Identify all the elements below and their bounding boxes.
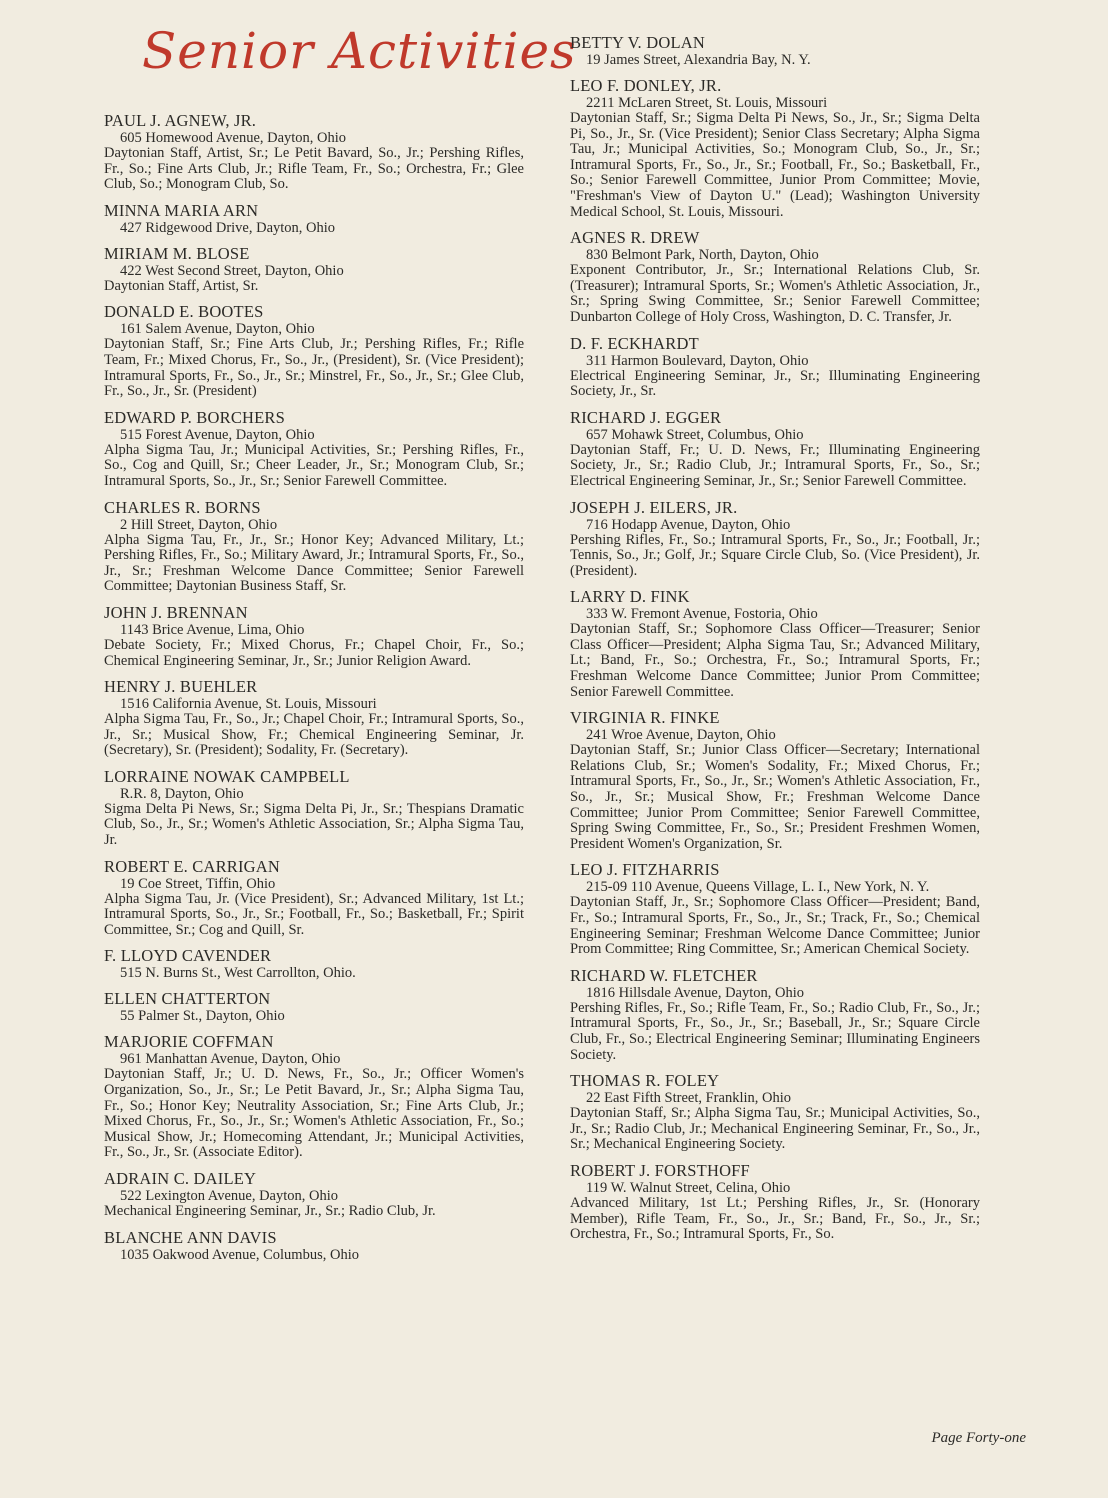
senior-activities: Mechanical Engineering Seminar, Jr., Sr.; Radio Club, Jr.	[104, 1203, 436, 1219]
senior-name: LORRAINE NOWAK CAMPBELL	[104, 766, 350, 786]
senior-entry	[570, 335, 980, 400]
senior-activities: Daytonian Staff, Sr.; Sigma Delta Pi News, So., Jr., Sr.; Sigma Delta Pi, So., Jr., Sr. (Vice President); Senior Class Secretary; Alpha Sigma Tau, Jr.; Municipal Activities, So.; Monogram Club, So., Jr., Sr.; Intramural Sports, Fr., So., Jr., Sr.; Football, Fr., So.; Basketball, Fr., So.; Senior Farewell Committee, Junior Prom Committee; Movie, "Freshman's View of Dayton U." (Lead); Washington University Medical School, St. Louis, Missouri.	[570, 110, 980, 220]
senior-address: R.R. 8, Dayton, Ohio	[120, 785, 244, 802]
senior-entry	[570, 709, 980, 852]
senior-name: RICHARD J. EGGER	[570, 407, 722, 427]
senior-activities: Daytonian Staff, Fr.; U. D. News, Fr.; Illuminating Engineering Society, Jr., Sr.; Radio Club, Jr.; Intramural Sports, Fr., So., Sr.; Electrical Engineering Seminar, Jr., Sr.; Senior Farewell Committee.	[570, 441, 980, 489]
senior-address: 515 N. Burns St., West Carrollton, Ohio.	[120, 965, 356, 982]
senior-activities: Alpha Sigma Tau, Fr., So., Jr.; Chapel Choir, Fr.; Intramural Sports, So., Jr., Sr.; Musical Show, Fr.; Chemical Engineering Seminar, Jr. (Secretary), Sr. (President); Sodality, Fr. (Secretary).	[104, 711, 524, 759]
senior-name: MIRIAM M. BLOSE	[104, 243, 250, 263]
senior-entry	[104, 409, 524, 490]
senior-entry	[570, 409, 980, 490]
senior-activities: Exponent Contributor, Jr., Sr.; International Relations Club, Sr. (Treasurer); Intramural Sports, Sr.; Women's Athletic Association, Jr., Sr.; Spring Swing Committee, Sr.; Senior Farewell Committee; Dunbarton College of Holy Cross, Washington, D. C. Transfer, Jr.	[570, 262, 980, 325]
senior-name: D. F. ECKHARDT	[570, 333, 699, 353]
senior-address: 716 Hodapp Avenue, Dayton, Ohio	[586, 516, 791, 533]
senior-address: 333 W. Fremont Avenue, Fostoria, Ohio	[586, 606, 818, 623]
senior-name: BLANCHE ANN DAVIS	[104, 1227, 277, 1247]
senior-address: 19 James Street, Alexandria Bay, N. Y.	[586, 52, 811, 68]
senior-address: 119 W. Walnut Street, Celina, Ohio	[586, 1179, 791, 1196]
senior-entry	[104, 1033, 524, 1161]
senior-address: 961 Manhattan Avenue, Dayton, Ohio	[120, 1051, 341, 1068]
senior-address: 215-09 110 Avenue, Queens Village, L. I., New York, N. Y.	[586, 879, 930, 896]
senior-entry	[570, 861, 980, 957]
senior-address: 605 Homewood Avenue, Dayton, Ohio	[120, 130, 347, 146]
senior-name: LEO F. DONLEY, JR.	[570, 76, 722, 95]
senior-entry	[104, 768, 524, 849]
senior-address: 311 Harmon Boulevard, Dayton, Ohio	[586, 352, 809, 369]
senior-activities: Daytonian Staff, Artist, Sr.; Le Petit Bavard, So., Jr.; Pershing Rifles, Fr., So.; Fine Arts Club, Jr.; Rifle Team, Fr., So.; Orchestra, Fr.; Glee Club, So.; Monogram Club, So.	[104, 145, 524, 193]
senior-name: JOHN J. BRENNAN	[104, 602, 248, 622]
senior-address: 1035 Oakwood Avenue, Columbus, Ohio	[120, 1246, 359, 1263]
senior-activities: Sigma Delta Pi News, Sr.; Sigma Delta Pi, Jr., Sr.; Thespians Dramatic Club, So., Jr., Sr.; Women's Athletic Association, Sr.; Alpha Sigma Tau, Jr.	[104, 800, 524, 849]
senior-address: 522 Lexington Avenue, Dayton, Ohio	[120, 1188, 339, 1204]
senior-entry	[104, 202, 524, 236]
senior-activities: Alpha Sigma Tau, Fr., Jr., Sr.; Honor Key; Advanced Military, Lt.; Pershing Rifles, Fr., So.; Military Award, Jr.; Intramural Sports, Fr., So., Jr., Sr.; Freshman Welcome Dance Committee; Senior Farewell Committee; Daytonian Business Staff, Sr.	[104, 531, 524, 595]
senior-address: 2211 McLaren Street, St. Louis, Missouri	[586, 95, 828, 111]
senior-entry	[570, 588, 980, 700]
senior-entry	[104, 1170, 524, 1220]
senior-address: 515 Forest Avenue, Dayton, Ohio	[120, 426, 315, 443]
senior-name: ROBERT E. CARRIGAN	[104, 856, 281, 876]
senior-address: 22 East Fifth Street, Franklin, Ohio	[586, 1090, 791, 1107]
senior-address: 55 Palmer St., Dayton, Ohio	[120, 1008, 285, 1025]
senior-name: MARJORIE COFFMAN	[104, 1032, 274, 1052]
senior-name: CHARLES R. BORNS	[104, 497, 261, 517]
right-column	[570, 34, 980, 1252]
senior-entry	[104, 678, 524, 759]
senior-name: MINNA MARIA ARN	[104, 200, 259, 220]
senior-entry	[570, 1162, 980, 1243]
senior-address: 657 Mohawk Street, Columbus, Ohio	[586, 426, 804, 443]
senior-entry	[570, 77, 980, 220]
senior-address: 2 Hill Street, Dayton, Ohio	[120, 516, 278, 533]
senior-entry	[104, 947, 524, 981]
senior-activities: Debate Society, Fr.; Mixed Chorus, Fr.; Chapel Choir, Fr., So.; Chemical Engineering Seminar, Jr., Sr.; Junior Religion Award.	[104, 636, 524, 669]
senior-name: JOSEPH J. EILERS, JR.	[570, 497, 738, 517]
senior-activities: Pershing Rifles, Fr., So.; Rifle Team, Fr., So.; Radio Club, Fr., So., Jr.; Intramural Sports, Fr., So., Jr., Sr.; Baseball, Jr., Sr.; Square Circle Club, Fr., So.; Electrical Engineering Seminar; Illuminating Engineers Society.	[570, 999, 980, 1063]
senior-name: DONALD E. BOOTES	[104, 302, 264, 322]
left-column	[104, 112, 524, 1272]
senior-activities: Alpha Sigma Tau, Jr.; Municipal Activities, Sr.; Pershing Rifles, Fr., So., Cog and Quill, Sr.; Cheer Leader, Jr., Sr.; Monogram Club, Sr.; Intramural Sports, So., Jr., Sr.; Senior Farewell Committee.	[104, 441, 524, 489]
senior-activities: Daytonian Staff, Jr.; U. D. News, Fr., So., Jr.; Officer Women's Organization, So., Jr., Sr.; Le Petit Bavard, Jr., Sr.; Alpha Sigma Tau, Fr., So.; Honor Key; Neutrality Association, Sr.; Fine Arts Club, Jr.; Mixed Chorus, Fr., So., Jr., Sr.; Women's Athletic Association, Fr., So.; Musical Show, Jr.; Homecoming Attendant, Jr.; Municipal Activities, Fr., So., Jr., Sr. (Associate Editor).	[104, 1066, 524, 1161]
senior-entry	[104, 303, 524, 399]
senior-activities: Daytonian Staff, Jr., Sr.; Sophomore Class Officer—President; Band, Fr., So.; Intramural Sports, Fr., So., Jr., Sr.; Track, Fr., So.; Chemical Engineering Seminar; Freshman Welcome Dance Committee; Junior Prom Committee; Ring Committee, Sr.; American Chemical Society.	[570, 894, 980, 958]
page-title: Senior Activities	[142, 22, 577, 80]
senior-entry	[104, 604, 524, 669]
senior-name: LEO J. FITZHARRIS	[570, 860, 720, 880]
senior-name: HENRY J. BUEHLER	[104, 677, 258, 697]
senior-name: VIRGINIA R. FINKE	[570, 708, 720, 728]
senior-activities: Daytonian Staff, Sr.; Fine Arts Club, Jr.; Pershing Rifles, Fr.; Rifle Team, Fr.; Mixed Chorus, Fr., So., Jr., (President), Sr. (Vice President); Intramural Sports, Fr., So., Jr., Sr.; Minstrel, Fr., So., Jr., Sr.; Glee Club, Fr., So., Jr., Sr. (President)	[104, 336, 524, 400]
senior-name: ELLEN CHATTERTON	[104, 989, 271, 1009]
senior-name: ADRAIN C. DAILEY	[104, 1169, 257, 1188]
senior-address: 422 West Second Street, Dayton, Ohio	[120, 262, 344, 279]
senior-entry	[570, 1072, 980, 1153]
senior-activities: Daytonian Staff, Artist, Sr.	[104, 277, 259, 294]
senior-name: AGNES R. DREW	[570, 228, 700, 248]
senior-activities: Electrical Engineering Seminar, Jr., Sr.; Illuminating Engineering Society, Jr., Sr.	[570, 367, 980, 400]
senior-entry	[104, 990, 524, 1024]
senior-address: 830 Belmont Park, North, Dayton, Ohio	[586, 247, 819, 264]
senior-entry	[570, 967, 980, 1063]
senior-activities: Daytonian Staff, Sr.; Alpha Sigma Tau, Sr.; Municipal Activities, So., Jr., Sr.; Radio Club, Jr.; Mechanical Engineering Seminar, Fr., So., Jr., Sr.; Mechanical Engineering Society.	[570, 1105, 980, 1153]
senior-address: 161 Salem Avenue, Dayton, Ohio	[120, 321, 315, 338]
senior-entry	[570, 229, 980, 325]
senior-name: EDWARD P. BORCHERS	[104, 407, 286, 427]
senior-address: 1516 California Avenue, St. Louis, Missouri	[120, 696, 377, 713]
senior-entry	[104, 112, 524, 193]
senior-name: BETTY V. DOLAN	[570, 33, 705, 52]
senior-address: 19 Coe Street, Tiffin, Ohio	[120, 875, 276, 892]
senior-entry	[570, 34, 980, 68]
senior-activities: Alpha Sigma Tau, Jr. (Vice President), Sr.; Advanced Military, 1st Lt.; Intramural Sports, So., Jr., Sr.; Football, Fr., So.; Basketball, Fr.; Spirit Committee, Sr.; Cog and Quill, Sr.	[104, 890, 524, 938]
senior-activities: Pershing Rifles, Fr., So.; Intramural Sports, Fr., So., Jr.; Football, Jr.; Tennis, So., Jr.; Golf, Jr.; Square Circle Club, So. (Vice President), Jr. (President).	[570, 531, 980, 579]
senior-entry	[104, 1229, 524, 1263]
senior-name: RICHARD W. FLETCHER	[570, 965, 758, 985]
page-number: Page Forty-one	[931, 1430, 1026, 1446]
senior-name: PAUL J. AGNEW, JR.	[104, 111, 257, 130]
senior-entry	[104, 499, 524, 595]
senior-address: 427 Ridgewood Drive, Dayton, Ohio	[120, 219, 336, 236]
senior-address: 1816 Hillsdale Avenue, Dayton, Ohio	[586, 984, 805, 1001]
senior-entry	[104, 245, 524, 295]
senior-address: 241 Wroe Avenue, Dayton, Ohio	[586, 727, 776, 744]
senior-name: F. LLOYD CAVENDER	[104, 946, 272, 966]
senior-name: ROBERT J. FORSTHOFF	[570, 1160, 750, 1180]
senior-entry	[104, 858, 524, 939]
senior-activities: Daytonian Staff, Sr.; Sophomore Class Officer—Treasurer; Senior Class Officer—President; Alpha Sigma Tau, Sr.; Advanced Military, Lt.; Band, Fr., So.; Orchestra, Fr., So.; Intramural Sports, Fr.; Freshman Welcome Dance Committee; Junior Prom Committee; Senior Farewell Committee.	[570, 621, 980, 700]
senior-activities: Advanced Military, 1st Lt.; Pershing Rifles, Jr., Sr. (Honorary Member), Rifle Team, Fr., So., Jr., Sr.; Band, Fr., So., Jr., Sr.; Orchestra, Fr., So.; Intramural Sports, Fr., So.	[570, 1194, 980, 1243]
senior-name: LARRY D. FINK	[570, 587, 690, 607]
senior-entry	[570, 499, 980, 580]
senior-name: THOMAS R. FOLEY	[570, 1071, 720, 1091]
senior-activities: Daytonian Staff, Sr.; Junior Class Officer—Secretary; International Relations Club, Sr.; Women's Sodality, Fr.; Mixed Chorus, Fr.; Intramural Sports, Fr., So., Jr., Sr.; Women's Athletic Association, Fr., So., Jr., Sr.; Musical Show, Fr.; Freshman Welcome Dance Committee; Junior Prom Committee; Senior Farewell Committee, Spring Swing Committee, Fr., So., Sr.; President Freshmen Women, President Women's Organization, Sr.	[570, 742, 980, 852]
senior-address: 1143 Brice Avenue, Lima, Ohio	[120, 621, 305, 638]
